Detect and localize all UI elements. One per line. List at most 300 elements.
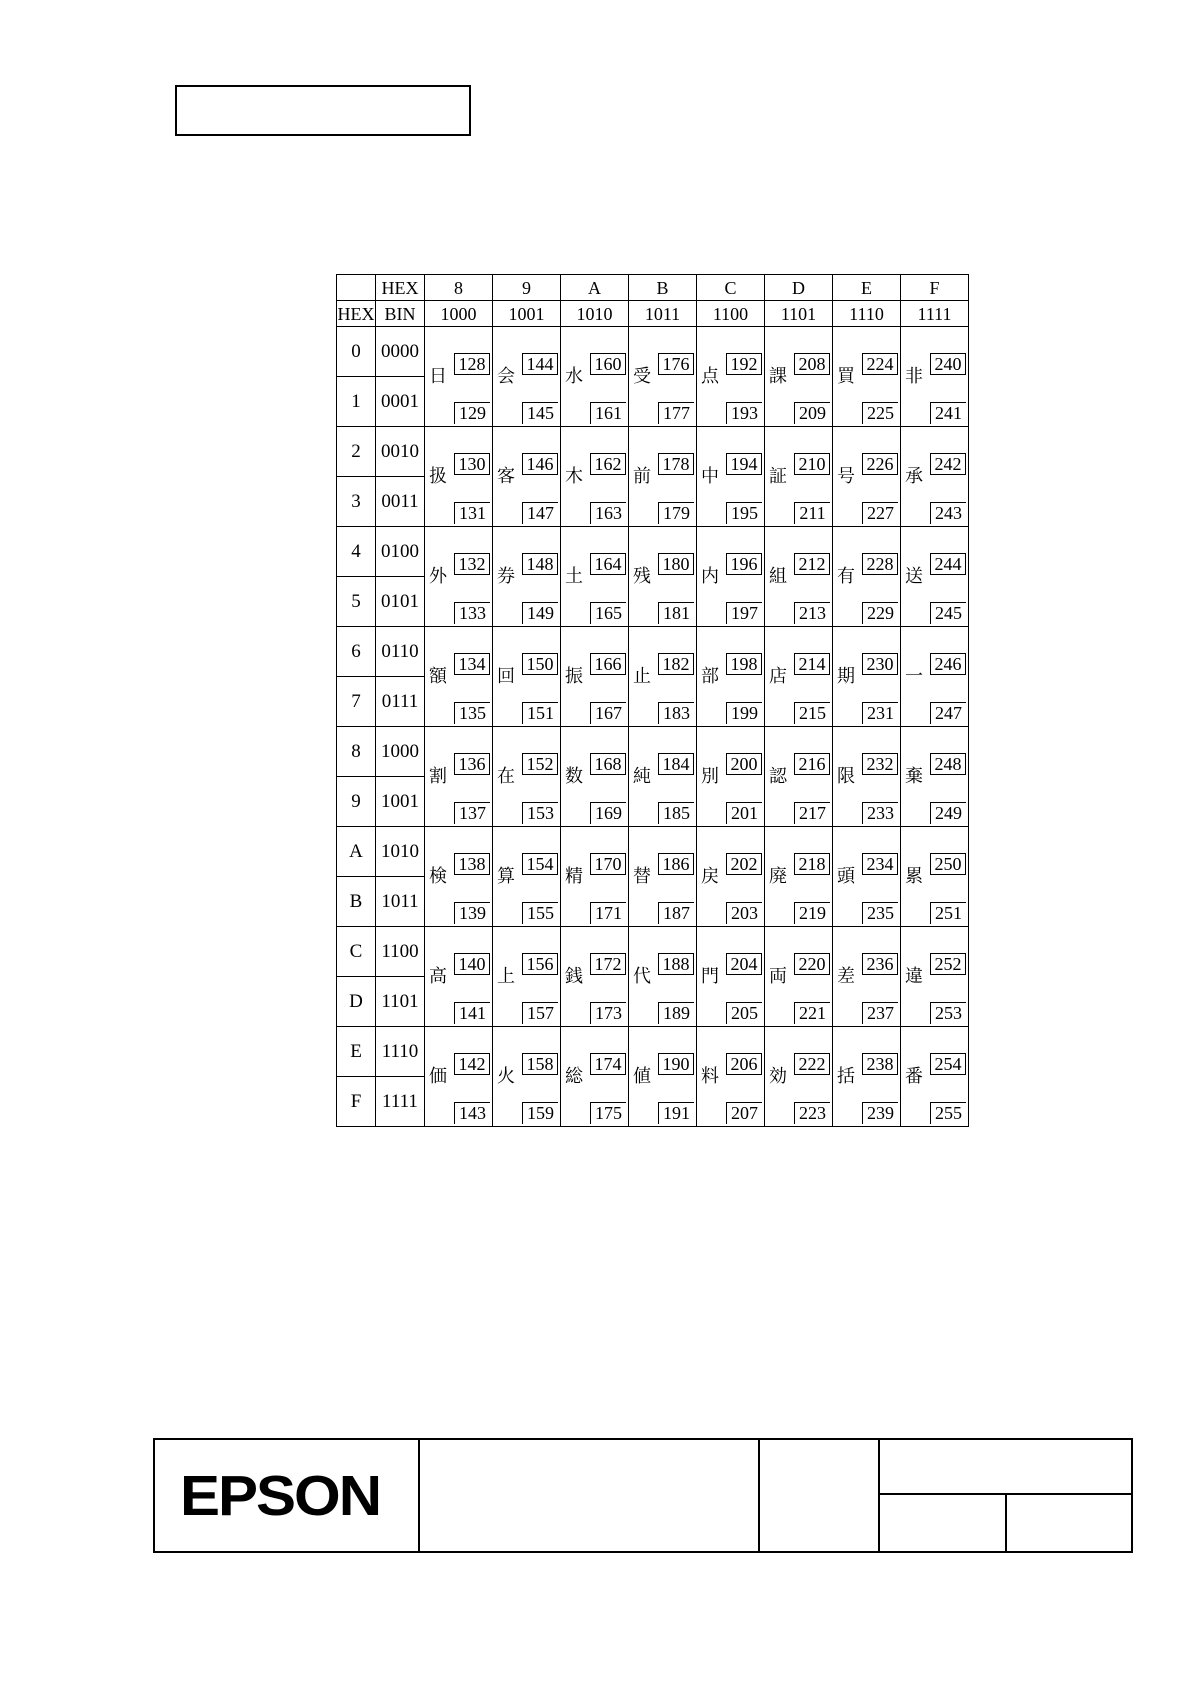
table-row xyxy=(337,1027,969,1077)
code-odd: 203 xyxy=(726,902,762,924)
character-cell xyxy=(697,427,765,527)
row-bin-header: 1000 xyxy=(376,727,425,777)
column-hex-header: 9 xyxy=(493,275,561,301)
character-cell xyxy=(629,727,697,827)
corner-cell xyxy=(337,275,376,301)
row-hex-header: 4 xyxy=(337,527,376,577)
code-odd: 151 xyxy=(522,702,558,724)
code-even: 248 xyxy=(930,753,966,775)
code-odd: 163 xyxy=(590,502,626,524)
code-even: 160 xyxy=(590,353,626,375)
character-cell xyxy=(697,827,765,927)
kanji-glyph: 中 xyxy=(701,465,719,487)
character-cell xyxy=(901,627,969,727)
code-even: 140 xyxy=(454,953,490,975)
kanji-glyph: 前 xyxy=(633,465,651,487)
code-odd: 199 xyxy=(726,702,762,724)
kanji-glyph: 銭 xyxy=(565,965,583,987)
character-cell xyxy=(833,827,901,927)
code-even: 170 xyxy=(590,853,626,875)
header-bin-label: BIN xyxy=(376,301,425,327)
character-cell xyxy=(765,527,833,627)
code-odd: 141 xyxy=(454,1002,490,1024)
kanji-glyph: 非 xyxy=(905,365,923,387)
code-odd: 217 xyxy=(794,802,830,824)
code-even: 194 xyxy=(726,453,762,475)
code-even: 156 xyxy=(522,953,558,975)
character-cell xyxy=(493,927,561,1027)
kanji-glyph: 棄 xyxy=(905,765,923,787)
character-cell xyxy=(629,1027,697,1127)
kanji-glyph: 効 xyxy=(769,1065,787,1087)
character-cell xyxy=(833,527,901,627)
row-bin-header: 0011 xyxy=(376,477,425,527)
code-even: 220 xyxy=(794,953,830,975)
row-hex-header: 5 xyxy=(337,577,376,627)
code-odd: 161 xyxy=(590,402,626,424)
kanji-glyph: 括 xyxy=(837,1065,855,1087)
code-odd: 245 xyxy=(930,602,966,624)
character-cell xyxy=(425,327,493,427)
code-odd: 201 xyxy=(726,802,762,824)
character-cell xyxy=(629,627,697,727)
character-cell xyxy=(425,1027,493,1127)
code-even: 162 xyxy=(590,453,626,475)
row-bin-header: 0111 xyxy=(376,677,425,727)
code-even: 226 xyxy=(862,453,898,475)
row-hex-header: B xyxy=(337,877,376,927)
kanji-glyph: 水 xyxy=(565,365,583,387)
character-cell xyxy=(561,627,629,727)
table-row xyxy=(337,527,969,577)
code-odd: 157 xyxy=(522,1002,558,1024)
code-odd: 243 xyxy=(930,502,966,524)
code-odd: 241 xyxy=(930,402,966,424)
character-cell xyxy=(833,627,901,727)
kanji-glyph: 日 xyxy=(429,365,447,387)
code-even: 200 xyxy=(726,753,762,775)
kanji-glyph: 期 xyxy=(837,665,855,687)
character-cell xyxy=(629,827,697,927)
code-even: 138 xyxy=(454,853,490,875)
kanji-glyph: 組 xyxy=(769,565,787,587)
column-bin-header: 1100 xyxy=(697,301,765,327)
character-cell xyxy=(425,527,493,627)
code-odd: 153 xyxy=(522,802,558,824)
code-even: 242 xyxy=(930,453,966,475)
code-even: 146 xyxy=(522,453,558,475)
code-odd: 209 xyxy=(794,402,830,424)
character-cell xyxy=(629,527,697,627)
character-cell xyxy=(561,527,629,627)
code-even: 166 xyxy=(590,653,626,675)
code-odd: 137 xyxy=(454,802,490,824)
code-even: 144 xyxy=(522,353,558,375)
character-cell xyxy=(901,927,969,1027)
row-bin-header: 0001 xyxy=(376,377,425,427)
kanji-glyph: 上 xyxy=(497,965,515,987)
code-odd: 143 xyxy=(454,1102,490,1124)
kanji-glyph: 回 xyxy=(497,665,515,687)
character-cell xyxy=(493,627,561,727)
code-even: 142 xyxy=(454,1053,490,1075)
kanji-glyph: 検 xyxy=(429,865,447,887)
code-odd: 195 xyxy=(726,502,762,524)
kanji-glyph: 送 xyxy=(905,565,923,587)
footer-title-block xyxy=(153,1438,1133,1553)
row-bin-header: 1001 xyxy=(376,777,425,827)
kanji-glyph: 残 xyxy=(633,565,651,587)
code-odd: 207 xyxy=(726,1102,762,1124)
kanji-glyph: 承 xyxy=(905,465,923,487)
code-even: 234 xyxy=(862,853,898,875)
code-even: 136 xyxy=(454,753,490,775)
character-cell xyxy=(697,527,765,627)
row-bin-header: 0000 xyxy=(376,327,425,377)
row-hex-header: C xyxy=(337,927,376,977)
kanji-glyph: 証 xyxy=(769,465,787,487)
row-hex-header: 6 xyxy=(337,627,376,677)
row-hex-header: 7 xyxy=(337,677,376,727)
row-hex-header: 2 xyxy=(337,427,376,477)
code-even: 202 xyxy=(726,853,762,875)
code-even: 232 xyxy=(862,753,898,775)
code-odd: 179 xyxy=(658,502,694,524)
footer-divider xyxy=(758,1440,760,1551)
character-cell xyxy=(425,727,493,827)
code-even: 210 xyxy=(794,453,830,475)
character-cell xyxy=(425,927,493,1027)
code-odd: 181 xyxy=(658,602,694,624)
code-odd: 145 xyxy=(522,402,558,424)
row-bin-header: 1011 xyxy=(376,877,425,927)
kanji-glyph: 両 xyxy=(769,965,787,987)
character-cell xyxy=(901,1027,969,1127)
kanji-glyph: 止 xyxy=(633,665,651,687)
code-odd: 193 xyxy=(726,402,762,424)
code-odd: 159 xyxy=(522,1102,558,1124)
kanji-glyph: 号 xyxy=(837,465,855,487)
column-hex-header: C xyxy=(697,275,765,301)
row-bin-header: 0101 xyxy=(376,577,425,627)
row-hex-header: A xyxy=(337,827,376,877)
character-cell xyxy=(561,327,629,427)
title-box xyxy=(175,85,471,136)
kanji-glyph: 精 xyxy=(565,865,583,887)
character-cell xyxy=(697,927,765,1027)
code-even: 218 xyxy=(794,853,830,875)
row-bin-header: 0010 xyxy=(376,427,425,477)
character-cell xyxy=(697,1027,765,1127)
column-bin-header: 1011 xyxy=(629,301,697,327)
character-cell xyxy=(901,327,969,427)
code-odd: 129 xyxy=(454,402,490,424)
code-even: 152 xyxy=(522,753,558,775)
column-hex-header: B xyxy=(629,275,697,301)
table-row xyxy=(337,627,969,677)
kanji-glyph: 代 xyxy=(633,965,651,987)
code-odd: 183 xyxy=(658,702,694,724)
character-cell xyxy=(629,927,697,1027)
code-even: 224 xyxy=(862,353,898,375)
code-even: 214 xyxy=(794,653,830,675)
character-cell xyxy=(493,527,561,627)
kanji-glyph: 会 xyxy=(497,365,515,387)
code-even: 132 xyxy=(454,553,490,575)
code-odd: 191 xyxy=(658,1102,694,1124)
character-cell xyxy=(561,827,629,927)
code-even: 238 xyxy=(862,1053,898,1075)
kanji-glyph: 点 xyxy=(701,365,719,387)
epson-logo: EPSON xyxy=(180,1463,381,1528)
kanji-glyph: 戻 xyxy=(701,865,719,887)
character-code-table xyxy=(336,274,969,1127)
code-odd: 211 xyxy=(794,502,830,524)
code-even: 172 xyxy=(590,953,626,975)
character-cell xyxy=(901,827,969,927)
row-hex-header: E xyxy=(337,1027,376,1077)
kanji-glyph: 外 xyxy=(429,565,447,587)
character-cell xyxy=(425,627,493,727)
kanji-glyph: 頭 xyxy=(837,865,855,887)
kanji-glyph: 木 xyxy=(565,465,583,487)
footer-divider xyxy=(1005,1493,1007,1551)
kanji-glyph: 認 xyxy=(769,765,787,787)
table-row xyxy=(337,727,969,777)
code-odd: 251 xyxy=(930,902,966,924)
character-cell xyxy=(765,327,833,427)
code-odd: 247 xyxy=(930,702,966,724)
row-hex-label: HEX xyxy=(337,301,376,327)
code-odd: 233 xyxy=(862,802,898,824)
kanji-glyph: 値 xyxy=(633,1065,651,1087)
character-cell xyxy=(425,427,493,527)
code-even: 174 xyxy=(590,1053,626,1075)
kanji-glyph: 限 xyxy=(837,765,855,787)
row-hex-header: 1 xyxy=(337,377,376,427)
code-even: 190 xyxy=(658,1053,694,1075)
code-even: 188 xyxy=(658,953,694,975)
kanji-glyph: 別 xyxy=(701,765,719,787)
row-bin-header: 1101 xyxy=(376,977,425,1027)
code-even: 246 xyxy=(930,653,966,675)
code-even: 134 xyxy=(454,653,490,675)
code-odd: 255 xyxy=(930,1102,966,1124)
code-odd: 139 xyxy=(454,902,490,924)
character-cell xyxy=(833,327,901,427)
code-even: 240 xyxy=(930,353,966,375)
code-odd: 135 xyxy=(454,702,490,724)
kanji-glyph: 総 xyxy=(565,1065,583,1087)
code-odd: 215 xyxy=(794,702,830,724)
row-hex-header: 0 xyxy=(337,327,376,377)
row-bin-header: 1111 xyxy=(376,1077,425,1127)
code-even: 148 xyxy=(522,553,558,575)
character-cell xyxy=(561,927,629,1027)
kanji-glyph: 客 xyxy=(497,465,515,487)
table-row xyxy=(337,327,969,377)
character-cell xyxy=(765,827,833,927)
footer-logo-cell xyxy=(155,1440,420,1551)
code-even: 150 xyxy=(522,653,558,675)
kanji-glyph: 廃 xyxy=(769,865,787,887)
kanji-glyph: 土 xyxy=(565,565,583,587)
code-odd: 171 xyxy=(590,902,626,924)
kanji-glyph: 料 xyxy=(701,1065,719,1087)
code-odd: 229 xyxy=(862,602,898,624)
code-even: 176 xyxy=(658,353,694,375)
code-odd: 237 xyxy=(862,1002,898,1024)
code-odd: 147 xyxy=(522,502,558,524)
character-cell xyxy=(629,427,697,527)
kanji-glyph: 一 xyxy=(905,665,923,687)
character-cell xyxy=(561,727,629,827)
column-bin-header: 1000 xyxy=(425,301,493,327)
code-odd: 149 xyxy=(522,602,558,624)
code-odd: 221 xyxy=(794,1002,830,1024)
column-hex-header: D xyxy=(765,275,833,301)
kanji-glyph: 価 xyxy=(429,1065,447,1087)
code-odd: 219 xyxy=(794,902,830,924)
row-bin-header: 1100 xyxy=(376,927,425,977)
code-even: 130 xyxy=(454,453,490,475)
kanji-glyph: 替 xyxy=(633,865,651,887)
code-even: 206 xyxy=(726,1053,762,1075)
character-cell xyxy=(765,727,833,827)
row-hex-header: 8 xyxy=(337,727,376,777)
row-hex-header: 9 xyxy=(337,777,376,827)
code-even: 154 xyxy=(522,853,558,875)
character-cell xyxy=(493,427,561,527)
kanji-glyph: 火 xyxy=(497,1065,515,1087)
row-hex-header: D xyxy=(337,977,376,1027)
code-odd: 197 xyxy=(726,602,762,624)
character-cell xyxy=(493,327,561,427)
kanji-glyph: 算 xyxy=(497,865,515,887)
character-cell xyxy=(765,427,833,527)
code-odd: 177 xyxy=(658,402,694,424)
code-even: 244 xyxy=(930,553,966,575)
code-even: 204 xyxy=(726,953,762,975)
footer-divider xyxy=(878,1440,880,1551)
code-even: 230 xyxy=(862,653,898,675)
kanji-glyph: 門 xyxy=(701,965,719,987)
code-even: 168 xyxy=(590,753,626,775)
kanji-glyph: 振 xyxy=(565,665,583,687)
table-row xyxy=(337,427,969,477)
kanji-glyph: 在 xyxy=(497,765,515,787)
code-even: 178 xyxy=(658,453,694,475)
character-cell xyxy=(697,627,765,727)
character-cell xyxy=(561,427,629,527)
code-odd: 213 xyxy=(794,602,830,624)
code-even: 208 xyxy=(794,353,830,375)
kanji-glyph: 違 xyxy=(905,965,923,987)
code-odd: 235 xyxy=(862,902,898,924)
code-odd: 223 xyxy=(794,1102,830,1124)
column-bin-header: 1001 xyxy=(493,301,561,327)
kanji-glyph: 純 xyxy=(633,765,651,787)
column-hex-header: A xyxy=(561,275,629,301)
code-even: 158 xyxy=(522,1053,558,1075)
row-hex-header: F xyxy=(337,1077,376,1127)
kanji-glyph: 高 xyxy=(429,965,447,987)
column-bin-header: 1010 xyxy=(561,301,629,327)
character-cell xyxy=(833,427,901,527)
kanji-glyph: 額 xyxy=(429,665,447,687)
code-even: 254 xyxy=(930,1053,966,1075)
code-even: 186 xyxy=(658,853,694,875)
code-odd: 253 xyxy=(930,1002,966,1024)
code-even: 184 xyxy=(658,753,694,775)
code-odd: 205 xyxy=(726,1002,762,1024)
character-cell xyxy=(765,1027,833,1127)
character-cell xyxy=(901,527,969,627)
character-cell xyxy=(765,927,833,1027)
character-cell xyxy=(629,327,697,427)
code-odd: 167 xyxy=(590,702,626,724)
kanji-glyph: 差 xyxy=(837,965,855,987)
character-cell xyxy=(833,727,901,827)
character-cell xyxy=(697,727,765,827)
code-odd: 155 xyxy=(522,902,558,924)
code-even: 196 xyxy=(726,553,762,575)
kanji-glyph: 有 xyxy=(837,565,855,587)
code-even: 228 xyxy=(862,553,898,575)
code-odd: 175 xyxy=(590,1102,626,1124)
code-odd: 239 xyxy=(862,1102,898,1124)
character-cell xyxy=(833,1027,901,1127)
kanji-glyph: 割 xyxy=(429,765,447,787)
character-cell xyxy=(765,627,833,727)
character-cell xyxy=(493,727,561,827)
code-odd: 133 xyxy=(454,602,490,624)
code-even: 192 xyxy=(726,353,762,375)
row-bin-header: 1110 xyxy=(376,1027,425,1077)
character-cell xyxy=(697,327,765,427)
kanji-glyph: 番 xyxy=(905,1065,923,1087)
code-odd: 225 xyxy=(862,402,898,424)
character-cell xyxy=(833,927,901,1027)
code-even: 216 xyxy=(794,753,830,775)
code-even: 252 xyxy=(930,953,966,975)
code-odd: 249 xyxy=(930,802,966,824)
character-cell xyxy=(493,827,561,927)
code-even: 236 xyxy=(862,953,898,975)
column-bin-header: 1111 xyxy=(901,301,969,327)
code-even: 180 xyxy=(658,553,694,575)
kanji-glyph: 扱 xyxy=(429,465,447,487)
kanji-glyph: 券 xyxy=(497,565,515,587)
code-odd: 227 xyxy=(862,502,898,524)
character-cell xyxy=(493,1027,561,1127)
kanji-glyph: 受 xyxy=(633,365,651,387)
character-cell xyxy=(901,727,969,827)
column-bin-header: 1110 xyxy=(833,301,901,327)
code-even: 212 xyxy=(794,553,830,575)
code-odd: 173 xyxy=(590,1002,626,1024)
code-even: 164 xyxy=(590,553,626,575)
code-odd: 169 xyxy=(590,802,626,824)
code-even: 250 xyxy=(930,853,966,875)
kanji-glyph: 店 xyxy=(769,665,787,687)
column-hex-header: F xyxy=(901,275,969,301)
character-cell xyxy=(425,827,493,927)
kanji-glyph: 数 xyxy=(565,765,583,787)
kanji-glyph: 買 xyxy=(837,365,855,387)
code-odd: 189 xyxy=(658,1002,694,1024)
table-row xyxy=(337,927,969,977)
